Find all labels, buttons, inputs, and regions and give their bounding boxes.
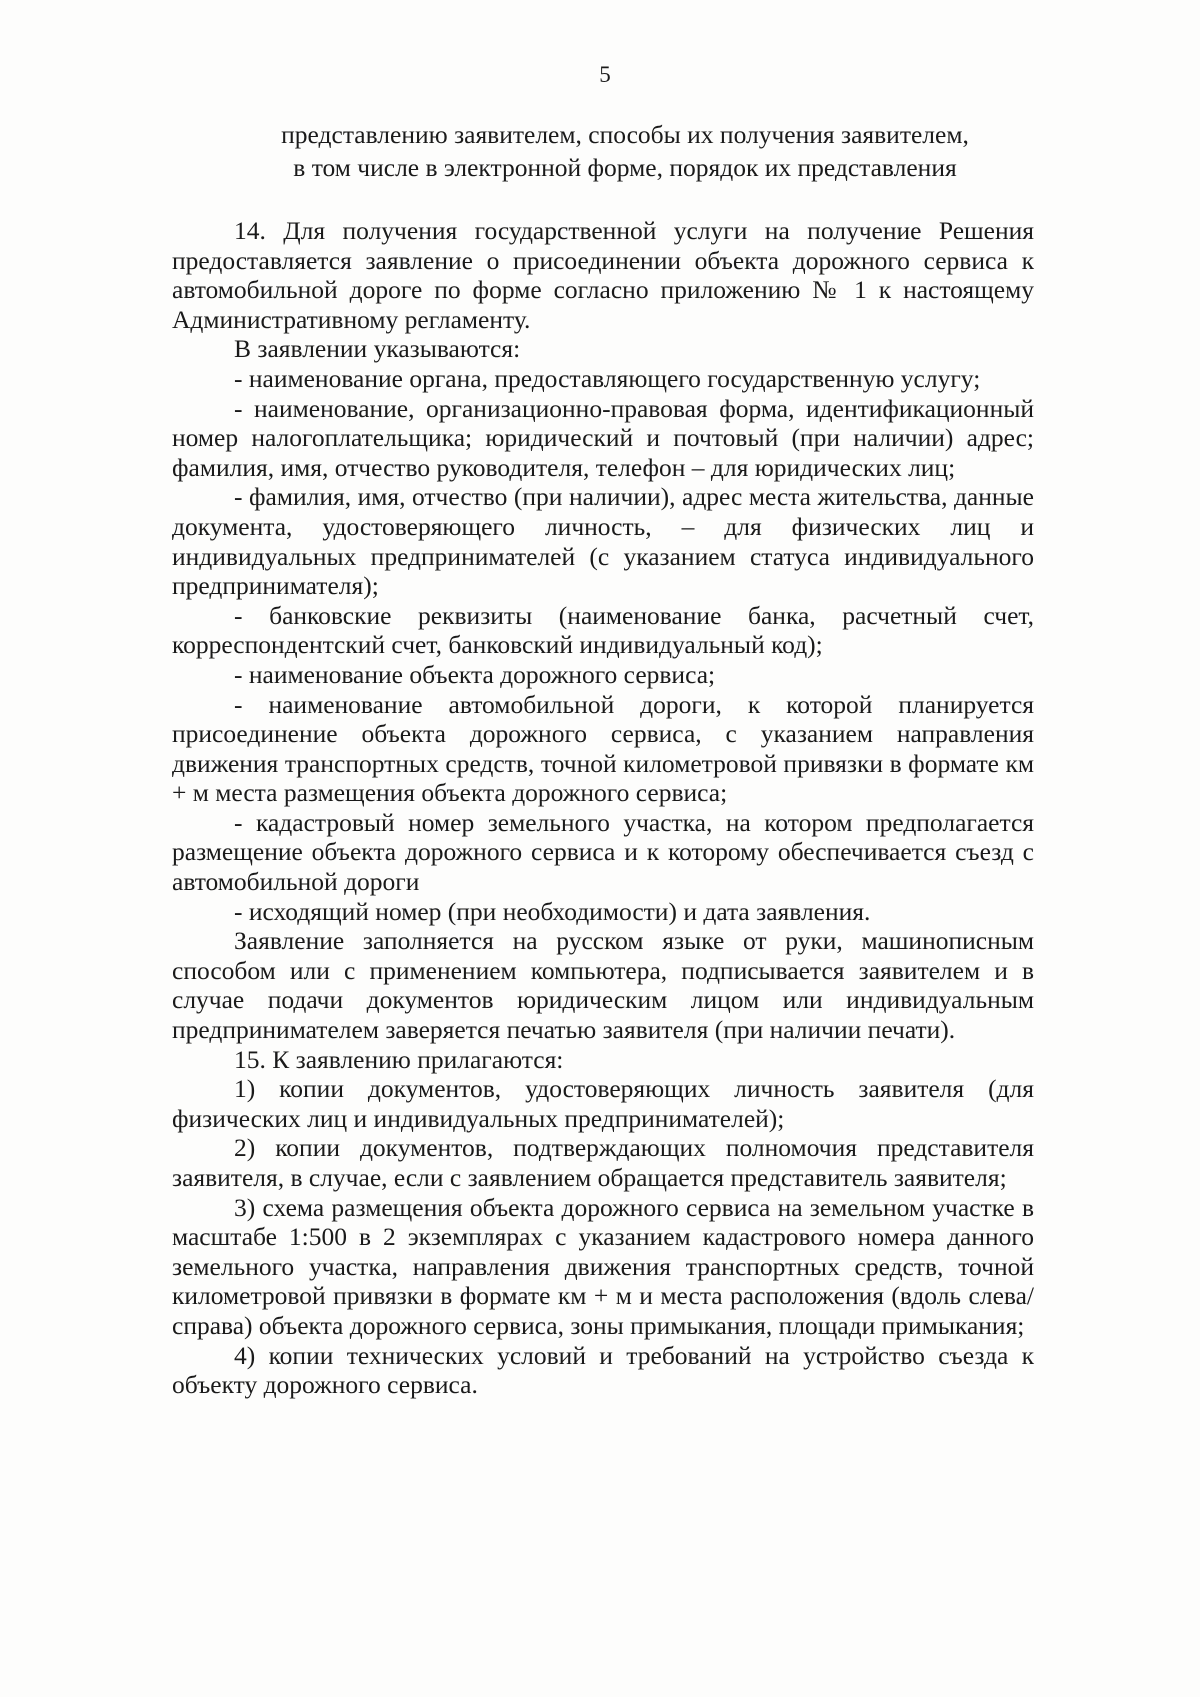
paragraph-item-14: 14. Для получения государственной услуги на получение Решения предоставляется заявление о присоединении объекта дорожного сервиса к автомобильной дороге по форме согласно приложению № 1 к настоящему Административному регламенту. — [172, 216, 1034, 334]
list-item: - фамилия, имя, отчество (при наличии), адрес места жительства, данные документа, удостоверяющего личность, – для физических лиц и индивидуальных предпринимателей (с указанием статуса индивидуального предпринимателя); — [172, 482, 1034, 601]
list-item: - наименование органа, предоставляющего государственную услугу; — [234, 363, 981, 393]
list-item: - наименование автомобильной дороги, к которой планируется присоединение объекта дорожного сервиса, с указанием направления движения транспортных средств, точной километровой привязки в формате км + м места размещения объекта дорожного сервиса; — [172, 689, 1034, 808]
section-heading — [230, 118, 1020, 184]
paragraph: Заявление заполняется на русском языке от руки, машинописным способом или с применением компьютера, подписывается заявителем и в случае подачи документов юридическим лицом или индивидуальным предпринимателем заверяется печатью заявителя (при наличии печати). — [172, 926, 1034, 1045]
list-item: - наименование объекта дорожного сервиса; — [234, 659, 716, 689]
list-item: - банковские реквизиты (наименование банка, расчетный счет, корреспондентский счет, банковский индивидуальный код); — [172, 600, 1034, 660]
section-heading-line: представлению заявителем, способы их получения заявителем, — [281, 120, 969, 149]
page-number: 5 — [599, 62, 611, 87]
attachment-item: 4) копии технических условий и требований на устройство съезда к объекту дорожного сервиса. — [172, 1340, 1034, 1400]
attachment-item: 1) копии документов, удостоверяющих личность заявителя (для физических лиц и индивидуальных предпринимателей); — [172, 1074, 1034, 1133]
list-item: - кадастровый номер земельного участка, на котором предполагается размещение объекта дорожного сервиса и к которому обеспечивается съезд с автомобильной дороги — [172, 807, 1034, 897]
list-item: - наименование, организационно-правовая форма, идентификационный номер налогоплательщика; юридический и почтовый (при наличии) адрес; фамилия, имя, отчество руководителя, телефон – для юридических лиц; — [172, 393, 1034, 482]
attachment-item: 3) схема размещения объекта дорожного сервиса на земельном участке в масштабе 1:500 в 2 экземплярах с указанием кадастрового номера данного земельного участка, направления движения транспортных средств, точной километровой привязки в формате км + м и места расположения (вдоль слева/справа) объекта дорожного сервиса, зоны примыкания, площади примыкания; — [172, 1192, 1034, 1340]
attachment-item: 2) копии документов, подтверждающих полномочия представителя заявителя, в случае, если с заявлением обращается представитель заявителя; — [172, 1133, 1034, 1192]
section-heading-line: в том числе в электронной форме, порядок их представления — [293, 153, 957, 182]
list-item: - исходящий номер (при необходимости) и дата заявления. — [234, 896, 871, 926]
paragraph-item-15: 15. К заявлению прилагаются: — [234, 1044, 564, 1074]
paragraph-intro-list: В заявлении указываются: — [234, 334, 521, 364]
document-body — [172, 216, 1034, 1400]
